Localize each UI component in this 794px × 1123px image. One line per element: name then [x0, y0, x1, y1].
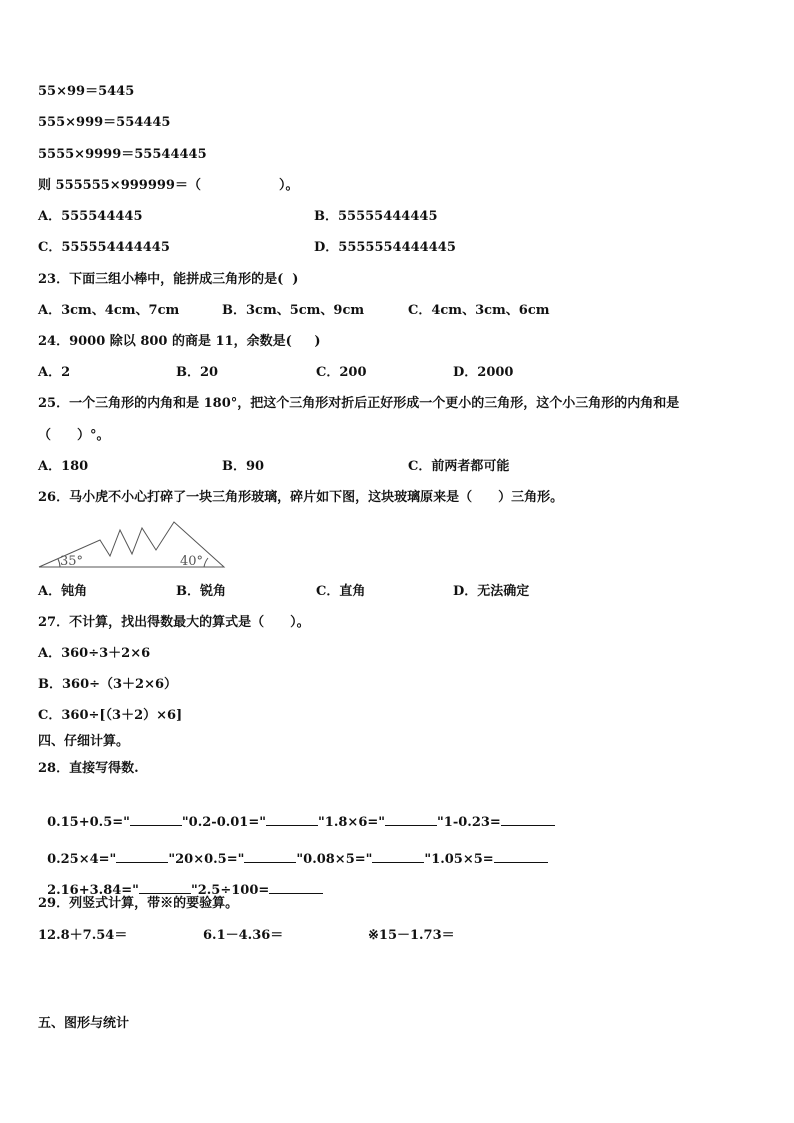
- answer-blank[interactable]: [372, 850, 424, 863]
- q26-option-d: D．无法确定: [453, 584, 530, 599]
- pattern-line-3: 5555×9999＝55544445: [38, 147, 207, 162]
- q25-stem: 25．一个三角形的内角和是 180°，把这个三角形对折后正好形成一个更小的三角形，这个小三角形的内角和是: [38, 396, 680, 411]
- angle-label-right: 40°: [180, 554, 204, 569]
- pattern-line-2: 555×999＝554445: [38, 115, 171, 130]
- q25-option-a: A．180: [38, 459, 89, 474]
- q23-option-b: B．3cm、5cm、9cm: [222, 303, 365, 318]
- q26-option-a: A．钝角: [38, 584, 88, 599]
- q25-option-c: C．前两者都可能: [408, 459, 510, 474]
- q28-expr-9: 2.16+3.84=": [47, 883, 139, 898]
- q26-stem: 26．马小虎不小心打碎了一块三角形玻璃，碎片如下图，这块玻璃原来是（ ）三角形。: [38, 490, 564, 505]
- q29-stem: 29．列竖式计算，带※的要验算。: [38, 896, 239, 911]
- q24-option-a: A．2: [38, 365, 71, 380]
- q29-item-1: 12.8＋7.54＝: [38, 928, 128, 943]
- q28-expr-6: "20×0.5=": [168, 852, 245, 867]
- section-5-heading: 五、图形与统计: [38, 1016, 130, 1031]
- q23-option-c: C．4cm、3cm、6cm: [408, 303, 550, 318]
- q28-expr-7: "0.08×5=": [296, 852, 373, 867]
- q28-row-3: [38, 865, 323, 899]
- q28-stem: 28．直接写得数.: [38, 761, 139, 776]
- q25-option-b: B．90: [222, 459, 265, 474]
- angle-label-left: 35°: [60, 554, 84, 569]
- answer-blank[interactable]: [501, 813, 555, 826]
- q27-option-b: B．360÷（3＋2×6）: [38, 677, 178, 692]
- q25-stem-continued: （ ）°。: [38, 428, 110, 443]
- answer-blank[interactable]: [244, 850, 296, 863]
- pattern-option-d: D．5555554444445: [314, 240, 456, 255]
- answer-blank[interactable]: [139, 881, 191, 894]
- q28-expr-5: 0.25×4=": [47, 852, 117, 867]
- q26-option-c: C．直角: [316, 584, 366, 599]
- q28-row-1: [38, 797, 555, 831]
- q28-row-2: [38, 834, 548, 868]
- q23-stem: 23．下面三组小棒中，能拼成三角形的是( ): [38, 272, 299, 287]
- q28-expr-2: "0.2-0.01=": [181, 815, 267, 830]
- answer-blank[interactable]: [266, 813, 318, 826]
- pattern-line-1: 55×99＝5445: [38, 84, 135, 99]
- q26-option-b: B．锐角: [176, 584, 226, 599]
- q24-option-b: B．20: [176, 365, 219, 380]
- q28-expr-8: "1.05×5=: [424, 852, 494, 867]
- q28-expr-1: 0.15+0.5=": [47, 815, 130, 830]
- q24-option-c: C．200: [316, 365, 367, 380]
- pattern-option-c: C．555554444445: [38, 240, 170, 255]
- q28-expr-4: "1-0.23=: [437, 815, 501, 830]
- pattern-option-b: B．55555444445: [314, 209, 438, 224]
- q27-option-a: A．360÷3＋2×6: [38, 646, 151, 661]
- answer-blank[interactable]: [269, 881, 323, 894]
- q24-stem: 24．9000 除以 800 的商是 11，余数是( ): [38, 334, 321, 349]
- pattern-option-a: A．555544445: [38, 209, 143, 224]
- answer-blank[interactable]: [116, 850, 168, 863]
- answer-blank[interactable]: [385, 813, 437, 826]
- broken-triangle-figure: [38, 520, 228, 574]
- q27-stem: 27．不计算，找出得数最大的算式是（ ）。: [38, 615, 310, 630]
- q23-option-a: A．3cm、4cm、7cm: [38, 303, 180, 318]
- section-4-heading: 四、仔细计算。: [38, 734, 130, 749]
- q28-expr-3: "1.8×6=": [318, 815, 386, 830]
- q28-expr-10: "2.5÷100=: [190, 883, 270, 898]
- q29-item-2: 6.1－4.36＝: [203, 928, 284, 943]
- answer-blank[interactable]: [130, 813, 182, 826]
- q24-option-d: D．2000: [453, 365, 514, 380]
- answer-blank[interactable]: [494, 850, 548, 863]
- pattern-question: 则 555555×999999＝（ ）。: [38, 178, 299, 193]
- q27-option-c: C．360÷[（3＋2）×6]: [38, 708, 183, 723]
- q29-item-3: ※15－1.73＝: [368, 928, 455, 943]
- right-angle-arc: [204, 558, 208, 567]
